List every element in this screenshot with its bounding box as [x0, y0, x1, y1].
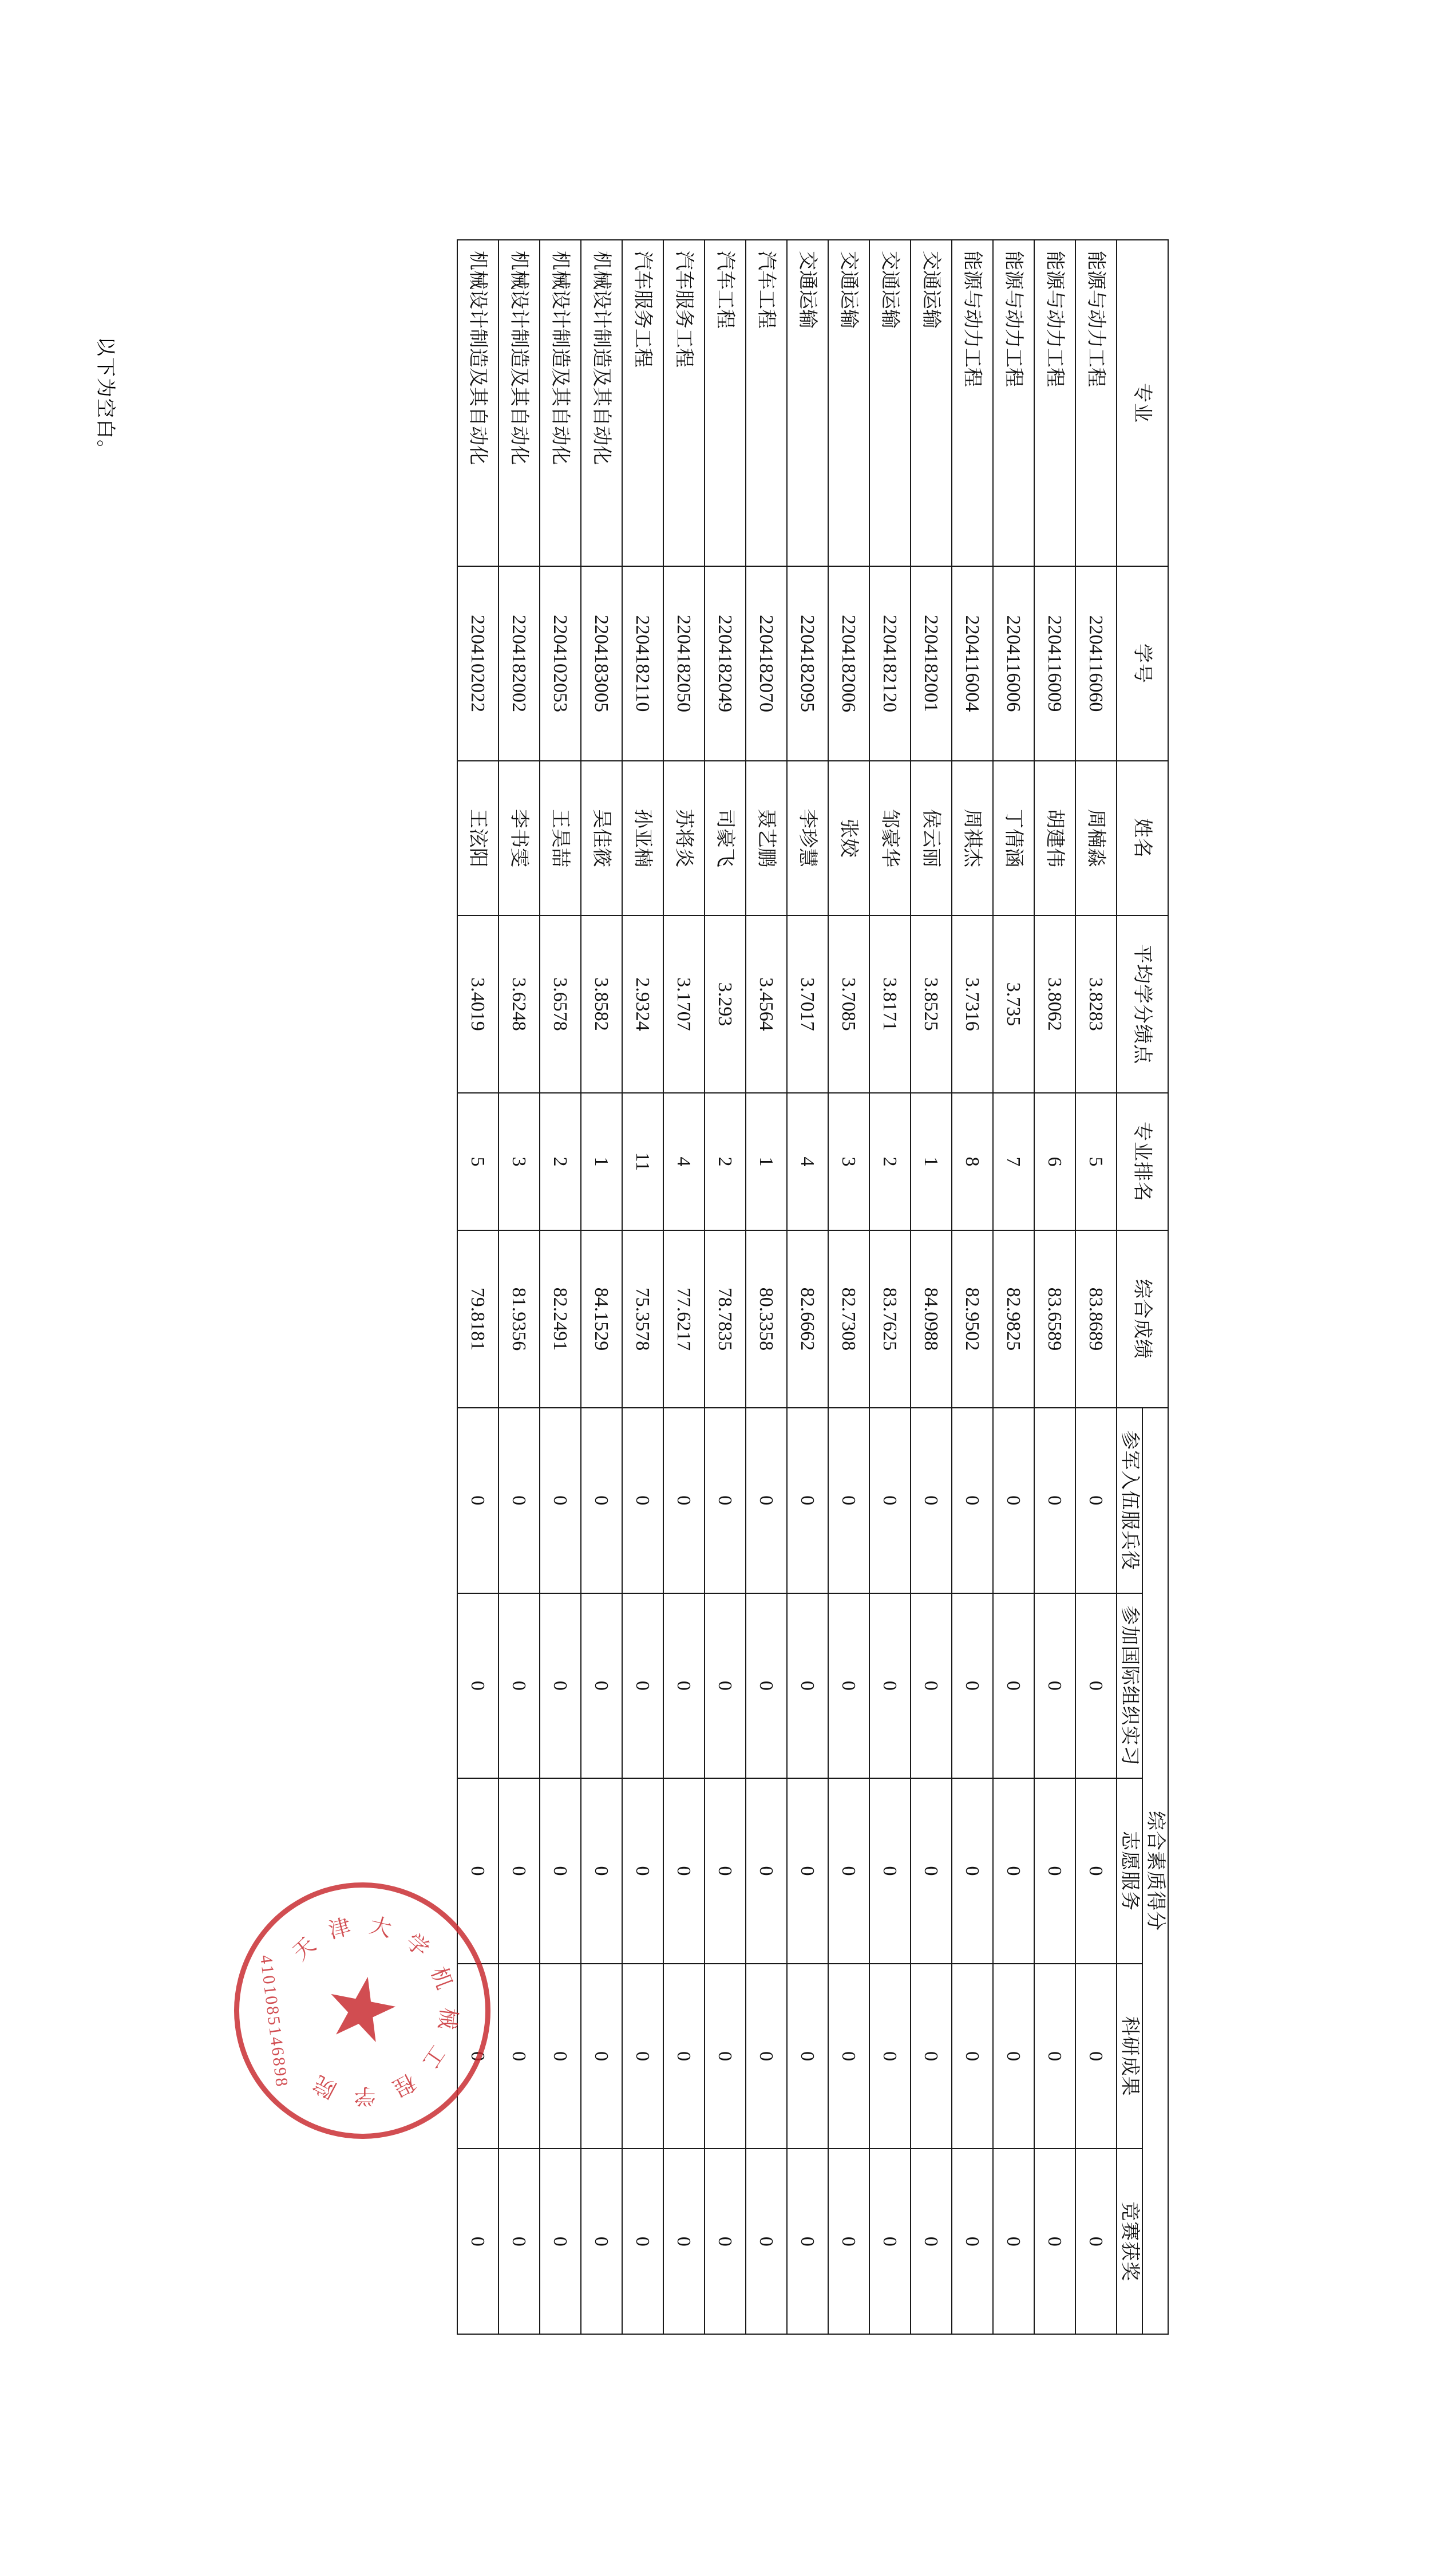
cell-sub-research: 0	[911, 1964, 952, 2149]
cell-sub-intl-org: 0	[828, 1593, 869, 1779]
cell-major: 能源与动力工程	[1075, 240, 1117, 566]
cell-major-rank: 5	[1075, 1093, 1117, 1230]
cell-major-rank: 11	[622, 1093, 663, 1230]
cell-sub-competition: 0	[1075, 2149, 1117, 2334]
header-major: 专业	[1117, 240, 1168, 566]
header-gpa: 平均学分绩点	[1117, 915, 1168, 1093]
cell-major-rank: 2	[705, 1093, 746, 1230]
seal-char: 程	[385, 2068, 420, 2103]
cell-sub-military: 0	[498, 1408, 540, 1593]
cell-sub-military: 0	[911, 1408, 952, 1593]
cell-sub-intl-org: 0	[1075, 1593, 1117, 1779]
cell-sub-military: 0	[457, 1408, 498, 1593]
cell-student-id: 2204182110	[622, 566, 663, 761]
cell-sub-competition: 0	[828, 2149, 869, 2334]
cell-name: 王昊喆	[540, 761, 581, 915]
cell-sub-competition: 0	[622, 2149, 663, 2334]
cell-gpa: 3.8171	[869, 915, 911, 1093]
cell-total-score: 84.1529	[581, 1230, 622, 1408]
cell-sub-military: 0	[540, 1408, 581, 1593]
header-sub-military: 参军入伍服兵役	[1117, 1408, 1142, 1593]
cell-student-id: 2204116006	[993, 566, 1034, 761]
cell-total-score: 84.0988	[911, 1230, 952, 1408]
cell-sub-intl-org: 0	[1034, 1593, 1075, 1779]
cell-student-id: 2204182050	[663, 566, 705, 761]
header-student-id: 学号	[1117, 566, 1168, 761]
cell-total-score: 75.3578	[622, 1230, 663, 1408]
cell-sub-military: 0	[622, 1408, 663, 1593]
table-row	[1075, 240, 1117, 2334]
cell-name: 胡建伟	[1034, 761, 1075, 915]
cell-sub-volunteer: 0	[540, 1778, 581, 1964]
cell-name: 司豪飞	[705, 761, 746, 915]
cell-sub-volunteer: 0	[1075, 1778, 1117, 1964]
cell-name: 王泫阳	[457, 761, 498, 915]
cell-sub-competition: 0	[540, 2149, 581, 2334]
cell-sub-competition: 0	[993, 2149, 1034, 2334]
cell-major: 交通运输	[869, 240, 911, 566]
cell-student-id: 2204182049	[705, 566, 746, 761]
cell-major: 机械设计制造及其自动化	[540, 240, 581, 566]
cell-sub-competition: 0	[869, 2149, 911, 2334]
cell-sub-competition: 0	[952, 2149, 993, 2334]
cell-sub-military: 0	[828, 1408, 869, 1593]
cell-sub-research: 0	[498, 1964, 540, 2149]
cell-major: 汽车服务工程	[622, 240, 663, 566]
cell-sub-volunteer: 0	[911, 1778, 952, 1964]
seal-char: 学	[349, 2083, 376, 2107]
cell-student-id: 2204116009	[1034, 566, 1075, 761]
cell-sub-military: 0	[581, 1408, 622, 1593]
seal-char: 天	[288, 1929, 325, 1965]
cell-sub-military: 0	[1075, 1408, 1117, 1593]
cell-major: 能源与动力工程	[993, 240, 1034, 566]
cell-major-rank: 6	[1034, 1093, 1075, 1230]
cell-name: 聂艺鹏	[746, 761, 787, 915]
cell-sub-volunteer: 0	[828, 1778, 869, 1964]
cell-major: 汽车工程	[705, 240, 746, 566]
header-name: 姓名	[1117, 761, 1168, 915]
cell-sub-competition: 0	[1034, 2149, 1075, 2334]
cell-name: 吴佳筱	[581, 761, 622, 915]
cell-sub-competition: 0	[911, 2149, 952, 2334]
cell-sub-military: 0	[746, 1408, 787, 1593]
cell-sub-research: 0	[663, 1964, 705, 2149]
cell-major-rank: 8	[952, 1093, 993, 1230]
table-row	[869, 240, 911, 2334]
cell-gpa: 3.735	[993, 915, 1034, 1093]
cell-gpa: 3.6248	[498, 915, 540, 1093]
cell-sub-intl-org: 0	[952, 1593, 993, 1779]
cell-sub-research: 0	[540, 1964, 581, 2149]
table-row	[1034, 240, 1075, 2334]
cell-sub-intl-org: 0	[993, 1593, 1034, 1779]
cell-sub-volunteer: 0	[457, 1778, 498, 1964]
table-row	[952, 240, 993, 2334]
cell-major: 汽车服务工程	[663, 240, 705, 566]
footnote-text: 以下为空白。	[94, 337, 116, 460]
cell-sub-intl-org: 0	[787, 1593, 828, 1779]
cell-total-score: 78.7835	[705, 1230, 746, 1408]
student-score-table	[457, 239, 1169, 2335]
cell-sub-research: 0	[1075, 1964, 1117, 2149]
cell-major-rank: 2	[540, 1093, 581, 1230]
cell-gpa: 3.8582	[581, 915, 622, 1093]
cell-total-score: 83.7625	[869, 1230, 911, 1408]
table-row	[540, 240, 581, 2334]
cell-major: 能源与动力工程	[952, 240, 993, 566]
header-sub-intl-org: 参加国际组织实习	[1117, 1593, 1142, 1779]
cell-gpa: 3.293	[705, 915, 746, 1093]
cell-total-score: 82.2491	[540, 1230, 581, 1408]
cell-sub-competition: 0	[787, 2149, 828, 2334]
table-row	[746, 240, 787, 2334]
cell-sub-research: 0	[457, 1964, 498, 2149]
cell-total-score: 82.6662	[787, 1230, 828, 1408]
cell-student-id: 2204116060	[1075, 566, 1117, 761]
cell-total-score: 77.6217	[663, 1230, 705, 1408]
cell-major: 交通运输	[911, 240, 952, 566]
cell-gpa: 3.4019	[457, 915, 498, 1093]
seal-serial-number: 4101085146898	[256, 1953, 292, 2090]
cell-total-score: 79.8181	[457, 1230, 498, 1408]
cell-gpa: 3.7017	[787, 915, 828, 1093]
cell-sub-research: 0	[869, 1964, 911, 2149]
cell-gpa: 3.7085	[828, 915, 869, 1093]
cell-total-score: 82.9825	[993, 1230, 1034, 1408]
cell-name: 张姣	[828, 761, 869, 915]
cell-sub-volunteer: 0	[622, 1778, 663, 1964]
cell-sub-intl-org: 0	[705, 1593, 746, 1779]
cell-major: 机械设计制造及其自动化	[457, 240, 498, 566]
cell-total-score: 83.6589	[1034, 1230, 1075, 1408]
table-row	[498, 240, 540, 2334]
cell-sub-research: 0	[1034, 1964, 1075, 2149]
cell-sub-volunteer: 0	[498, 1778, 540, 1964]
cell-major-rank: 3	[498, 1093, 540, 1230]
cell-sub-intl-org: 0	[746, 1593, 787, 1779]
cell-sub-military: 0	[663, 1408, 705, 1593]
header-major-rank: 专业排名	[1117, 1093, 1168, 1230]
cell-name: 李书雯	[498, 761, 540, 915]
cell-major-rank: 3	[828, 1093, 869, 1230]
cell-name: 孙亚楠	[622, 761, 663, 915]
cell-sub-intl-org: 0	[663, 1593, 705, 1779]
cell-sub-volunteer: 0	[663, 1778, 705, 1964]
cell-student-id: 2204182095	[787, 566, 828, 761]
cell-major: 交通运输	[787, 240, 828, 566]
header-quality-group: 综合素质得分	[1142, 1408, 1168, 2334]
cell-sub-volunteer: 0	[787, 1778, 828, 1964]
cell-sub-research: 0	[746, 1964, 787, 2149]
cell-major-rank: 1	[746, 1093, 787, 1230]
official-seal	[219, 1868, 505, 2153]
scanned-page	[94, 142, 1300, 2432]
cell-sub-military: 0	[787, 1408, 828, 1593]
cell-name: 周祺杰	[952, 761, 993, 915]
cell-sub-volunteer: 0	[705, 1778, 746, 1964]
cell-sub-volunteer: 0	[746, 1778, 787, 1964]
cell-student-id: 2204182120	[869, 566, 911, 761]
seal-char: 学	[401, 1929, 437, 1965]
cell-name: 周楠淼	[1075, 761, 1117, 915]
header-total-score: 综合成绩	[1117, 1230, 1168, 1408]
cell-major-rank: 1	[911, 1093, 952, 1230]
cell-gpa: 3.8283	[1075, 915, 1117, 1093]
header-sub-research: 科研成果	[1117, 1964, 1142, 2149]
cell-major-rank: 4	[663, 1093, 705, 1230]
table-row	[993, 240, 1034, 2334]
cell-sub-intl-org: 0	[622, 1593, 663, 1779]
cell-major: 机械设计制造及其自动化	[581, 240, 622, 566]
table-row	[911, 240, 952, 2334]
cell-major-rank: 7	[993, 1093, 1034, 1230]
cell-gpa: 3.6578	[540, 915, 581, 1093]
cell-total-score: 80.3358	[746, 1230, 787, 1408]
cell-major: 机械设计制造及其自动化	[498, 240, 540, 566]
cell-sub-research: 0	[622, 1964, 663, 2149]
cell-name: 侯云丽	[911, 761, 952, 915]
seal-char: 机	[426, 1964, 458, 1997]
cell-gpa: 3.4564	[746, 915, 787, 1093]
cell-gpa: 3.1707	[663, 915, 705, 1093]
cell-sub-research: 0	[705, 1964, 746, 2149]
table-header-row-1	[1142, 240, 1168, 2334]
cell-sub-volunteer: 0	[1034, 1778, 1075, 1964]
cell-student-id: 2204182070	[746, 566, 787, 761]
cell-student-id: 2204182006	[828, 566, 869, 761]
seal-char: 津	[326, 1913, 358, 1944]
cell-gpa: 3.7316	[952, 915, 993, 1093]
cell-major: 交通运输	[828, 240, 869, 566]
cell-student-id: 2204182001	[911, 566, 952, 761]
cell-gpa: 3.8525	[911, 915, 952, 1093]
header-sub-competition: 竞赛获奖	[1117, 2149, 1142, 2334]
cell-sub-intl-org: 0	[581, 1593, 622, 1779]
cell-student-id: 2204183005	[581, 566, 622, 761]
cell-sub-volunteer: 0	[869, 1778, 911, 1964]
cell-sub-competition: 0	[581, 2149, 622, 2334]
cell-sub-military: 0	[1034, 1408, 1075, 1593]
cell-student-id: 2204116004	[952, 566, 993, 761]
cell-sub-military: 0	[869, 1408, 911, 1593]
cell-student-id: 2204102022	[457, 566, 498, 761]
cell-name: 邹豪华	[869, 761, 911, 915]
cell-sub-intl-org: 0	[540, 1593, 581, 1779]
cell-total-score: 82.7308	[828, 1230, 869, 1408]
table-header	[1117, 240, 1168, 2334]
seal-star-icon: ★	[310, 1967, 414, 2055]
table-row	[787, 240, 828, 2334]
cell-sub-competition: 0	[457, 2149, 498, 2334]
cell-student-id: 2204102053	[540, 566, 581, 761]
cell-sub-research: 0	[581, 1964, 622, 2149]
cell-sub-volunteer: 0	[581, 1778, 622, 1964]
cell-major-rank: 5	[457, 1093, 498, 1230]
cell-sub-intl-org: 0	[498, 1593, 540, 1779]
cell-sub-research: 0	[952, 1964, 993, 2149]
cell-sub-intl-org: 0	[457, 1593, 498, 1779]
cell-sub-research: 0	[993, 1964, 1034, 2149]
cell-name: 苏将炎	[663, 761, 705, 915]
score-table-container	[94, 239, 1169, 2335]
cell-major-rank: 4	[787, 1093, 828, 1230]
table-row	[622, 240, 663, 2334]
cell-sub-volunteer: 0	[993, 1778, 1034, 1964]
cell-sub-military: 0	[993, 1408, 1034, 1593]
cell-sub-competition: 0	[663, 2149, 705, 2334]
cell-total-score: 81.9356	[498, 1230, 540, 1408]
table-body	[457, 240, 1117, 2334]
header-sub-volunteer: 志愿服务	[1117, 1778, 1142, 1964]
cell-sub-research: 0	[787, 1964, 828, 2149]
cell-sub-military: 0	[705, 1408, 746, 1593]
seal-char: 械	[433, 2006, 461, 2035]
cell-sub-intl-org: 0	[911, 1593, 952, 1779]
seal-char: 院	[306, 2068, 341, 2102]
cell-major-rank: 1	[581, 1093, 622, 1230]
cell-sub-competition: 0	[746, 2149, 787, 2334]
cell-sub-competition: 0	[705, 2149, 746, 2334]
cell-sub-volunteer: 0	[952, 1778, 993, 1964]
table-row	[581, 240, 622, 2334]
table-row	[663, 240, 705, 2334]
cell-major: 汽车工程	[746, 240, 787, 566]
cell-gpa: 3.8062	[1034, 915, 1075, 1093]
seal-char: 大	[367, 1913, 398, 1943]
cell-major-rank: 2	[869, 1093, 911, 1230]
cell-total-score: 82.9502	[952, 1230, 993, 1408]
cell-sub-competition: 0	[498, 2149, 540, 2334]
table-row	[828, 240, 869, 2334]
cell-sub-intl-org: 0	[869, 1593, 911, 1779]
cell-total-score: 83.8689	[1075, 1230, 1117, 1408]
cell-gpa: 2.9324	[622, 915, 663, 1093]
seal-char: 工	[415, 2041, 450, 2076]
cell-sub-military: 0	[952, 1408, 993, 1593]
cell-name: 李珍慧	[787, 761, 828, 915]
cell-student-id: 2204182002	[498, 566, 540, 761]
cell-sub-research: 0	[828, 1964, 869, 2149]
table-row	[705, 240, 746, 2334]
cell-major: 能源与动力工程	[1034, 240, 1075, 566]
cell-name: 丁倩涵	[993, 761, 1034, 915]
